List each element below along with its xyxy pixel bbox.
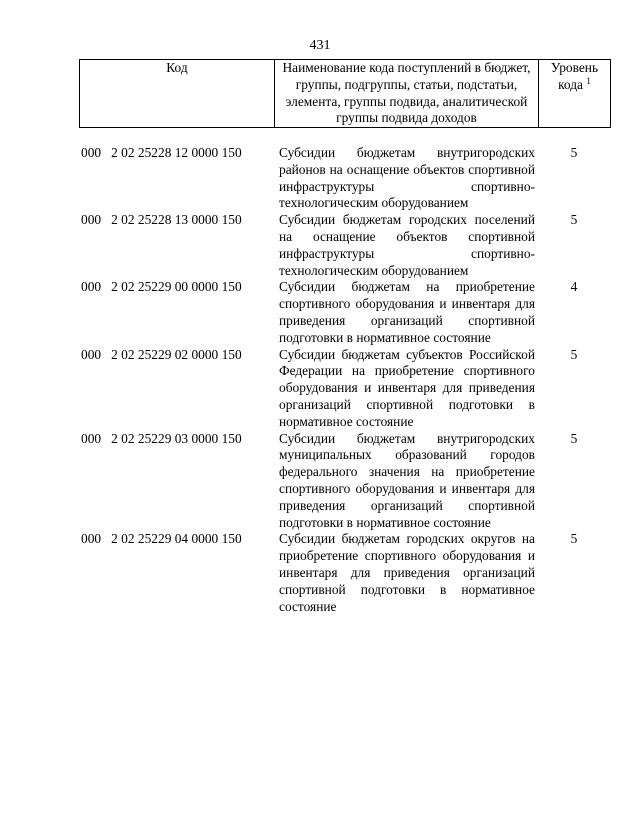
row-name: Субсидии бюджетам внутригородских районов на оснащение объектов спортивной инфраструктуры спортивно-технологическим оборудованием — [279, 145, 535, 211]
row-level: 5 — [570, 531, 578, 547]
table-body — [79, 145, 610, 615]
row-code: 000 2 02 25229 02 0000 150 — [81, 346, 242, 362]
row-name: Субсидии бюджетам на приобретение спортивного оборудования и инвентаря для приведения организаций спортивной подготовки в нормативное состояние — [279, 279, 535, 345]
table-row — [79, 347, 610, 431]
row-level: 5 — [570, 346, 578, 362]
header-row — [80, 60, 611, 128]
table-row — [79, 212, 610, 279]
row-code: 000 2 02 25228 13 0000 150 — [81, 212, 242, 228]
table-row — [79, 279, 610, 346]
row-code: 000 2 02 25229 00 0000 150 — [81, 279, 242, 295]
row-level: 4 — [570, 279, 578, 295]
row-code: 000 2 02 25229 03 0000 150 — [81, 430, 242, 446]
table-row — [79, 145, 610, 212]
table-header — [79, 59, 611, 128]
row-level: 5 — [570, 145, 578, 160]
row-code: 000 2 02 25229 04 0000 150 — [81, 531, 242, 547]
table-row — [79, 431, 610, 532]
header-level — [539, 60, 611, 128]
header-code: Код — [80, 60, 275, 128]
table-row — [79, 531, 610, 615]
row-level: 5 — [570, 430, 578, 446]
row-name: Субсидии бюджетам городских поселений на оснащение объектов спортивной инфраструктуры спортивно-технологическим оборудованием — [279, 212, 535, 278]
row-level: 5 — [570, 212, 578, 228]
row-code: 000 2 02 25228 12 0000 150 — [81, 145, 242, 160]
row-name: Субсидии бюджетам городских округов на приобретение спортивного оборудования и инвентаря для приведения организаций спортивной подготовки в нормативное состояние — [279, 531, 535, 614]
page-number: 431 — [309, 38, 331, 53]
header-name: Наименование кода поступлений в бюджет, группы, подгруппы, статьи, подстатьи, элемента, группы подвида, аналитической группы подвида доходов — [275, 60, 539, 128]
row-name: Субсидии бюджетам субъектов Российской Федерации на приобретение спортивного оборудования и инвентаря для приведения организаций спортивной подготовки в нормативное состояние — [279, 346, 535, 429]
header-level-label: Уровень кода — [550, 60, 599, 92]
row-name: Субсидии бюджетам внутригородских муниципальных образований городов федерального значения на приобретение спортивного оборудования и инвентаря для приведения организаций спортивной подготовки в нормативное состояние — [279, 430, 535, 530]
header-level-footnote: 1 — [586, 75, 591, 86]
